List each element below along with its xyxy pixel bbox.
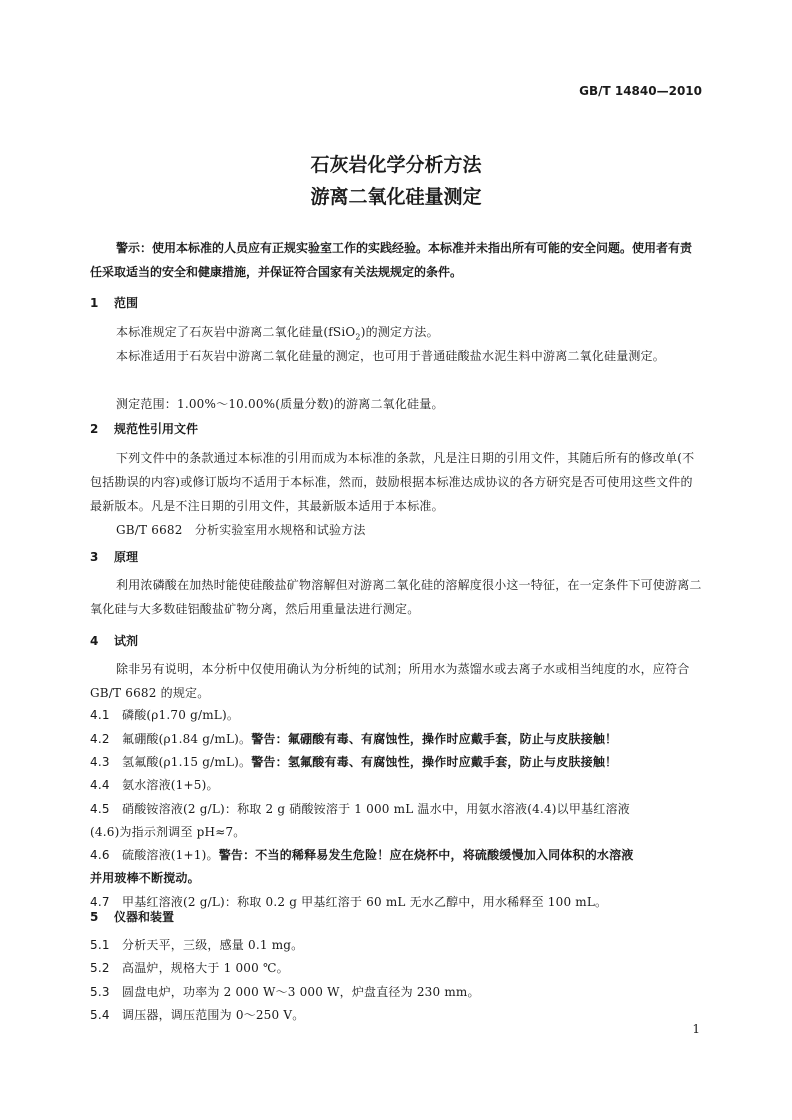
list-item: 4.2 氟硼酸(ρ1.84 g/mL)。警告：氟硼酸有毒、有腐蚀性，操作时应戴手套，防止与皮肤接触！ <box>90 732 618 746</box>
section-title: 原理 <box>114 550 139 564</box>
section-number: 1 <box>90 296 99 310</box>
section-title: 仪器和装置 <box>114 910 175 924</box>
list-item: 4.7 甲基红溶液(2 g/L)：称取 0.2 g 甲基红溶于 60 mL 无水乙醇中，用水稀释至 100 mL。 <box>90 895 608 909</box>
paragraph: 除非另有说明，本分析中仅使用确认为分析纯的试剂；所用水为蒸馏水或去离子水或相当纯度的水，应符合 GB/T 6682 的规定。 <box>90 662 690 700</box>
section-title: 试剂 <box>114 634 139 648</box>
paragraph: 下列文件中的条款通过本标准的引用而成为本标准的条款，凡是注日期的引用文件，其随后所有的修改单(不包括勘误的内容)或修订版均不适用于本标准，然而，鼓励根据本标准达成协议的各方研究是否可使用这些文件的最新版本。凡是不注日期的引用文件，其最新版本适用于本标准。 <box>90 451 695 513</box>
paragraph: 测定范围：1.00%～10.00%(质量分数)的游离二氧化硅量。 <box>116 397 444 411</box>
list-item: 5.3 圆盘电炉，功率为 2 000 W～3 000 W，炉盘直径为 230 mm。 <box>90 985 480 999</box>
safety-warning: 警示：使用本标准的人员应有正规实验室工作的实践经验。本标准并未指出所有可能的安全问题。使用者有责任采取适当的安全和健康措施，并保证符合国家有关法规规定的条件。 <box>90 241 693 279</box>
section-heading-apparatus <box>90 908 174 925</box>
paragraph: 利用浓磷酸在加热时能使硅酸盐矿物溶解但对游离二氧化硅的溶解度很小这一特征，在一定条件下可使游离二氧化硅与大多数硅铝酸盐矿物分离，然后用重量法进行测定。 <box>90 578 702 616</box>
warning-text: 警告：不当的稀释易发生危险！应在烧杯中，将硫酸缓慢加入同体积的水溶液 <box>218 848 634 862</box>
list-item: 5.4 调压器，调压范围为 0～250 V。 <box>90 1008 305 1022</box>
list-item: 4.4 氨水溶液(1+5)。 <box>90 778 219 792</box>
section-number: 4 <box>90 634 99 648</box>
section-heading-references <box>90 420 198 437</box>
section-title: 范围 <box>114 296 139 310</box>
paragraph: 本标准适用于石灰岩中游离二氧化硅量的测定，也可用于普通硅酸盐水泥生料中游离二氧化硅量测定。 <box>116 349 666 363</box>
warning-text-continuation: 并用玻棒不断搅动。 <box>90 871 200 885</box>
page-number: 1 <box>692 1022 700 1036</box>
section-heading-reagents <box>90 632 138 649</box>
section-number: 3 <box>90 550 99 564</box>
section-number: 2 <box>90 422 99 436</box>
standard-number: GB/T 14840—2010 <box>579 84 702 98</box>
section-heading-scope <box>90 294 138 311</box>
paragraph: 本标准规定了石灰岩中游离二氧化硅量(fSiO$_2$)的测定方法。 <box>116 325 439 342</box>
section-number: 5 <box>90 910 99 924</box>
document-title: 石灰岩化学分析方法 <box>310 154 482 176</box>
list-item: 4.3 氢氟酸(ρ1.15 g/mL)。警告：氢氟酸有毒、有腐蚀性，操作时应戴手套，防止与皮肤接触！ <box>90 755 618 769</box>
warning-text: 警告：氟硼酸有毒、有腐蚀性，操作时应戴手套，防止与皮肤接触！ <box>251 732 618 746</box>
list-item-continuation: (4.6)为指示剂调至 pH≈7。 <box>90 825 246 839</box>
list-item: 4.5 硝酸铵溶液(2 g/L)：称取 2 g 硝酸铵溶于 1 000 mL 温水中，用氨水溶液(4.4)以甲基红溶液 <box>90 802 630 816</box>
section-heading-principle <box>90 548 138 565</box>
list-item: 4.1 磷酸(ρ1.70 g/mL)。 <box>90 708 240 722</box>
list-item: 5.1 分析天平，三级，感量 0.1 mg。 <box>90 938 304 952</box>
list-item: 4.6 硫酸溶液(1+1)。警告：不当的稀释易发生危险！应在烧杯中，将硫酸缓慢加入同体积的水溶液 <box>90 848 634 862</box>
section-title: 规范性引用文件 <box>114 422 199 436</box>
document-subtitle: 游离二氧化硅量测定 <box>310 186 482 208</box>
reference-item: GB/T 6682 分析实验室用水规格和试验方法 <box>116 523 366 537</box>
list-item: 5.2 高温炉，规格大于 1 000 ℃。 <box>90 961 289 975</box>
warning-text: 警告：氢氟酸有毒、有腐蚀性，操作时应戴手套，防止与皮肤接触！ <box>251 755 618 769</box>
